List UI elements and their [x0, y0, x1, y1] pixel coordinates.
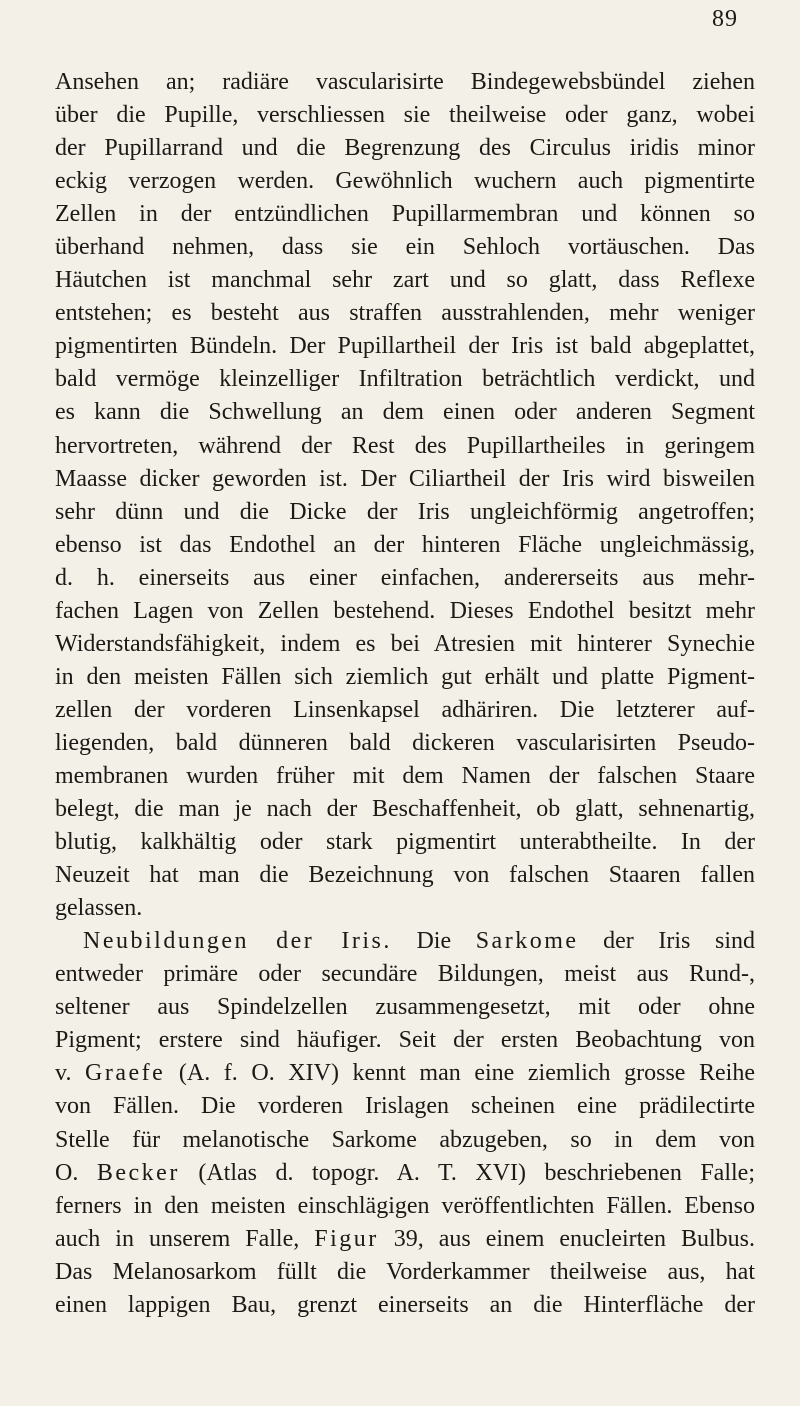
text-line: es kann die Schwellung an dem einen oder anderen Segment	[55, 399, 755, 426]
text-line: gelassen.	[55, 895, 143, 922]
text-run: der Iris sind	[578, 928, 755, 955]
text-line: überhand nehmen, dass sie ein Sehloch vortäuschen. Das	[55, 234, 755, 261]
text-line: hervortreten, während der Rest des Pupillartheiles in geringem	[55, 432, 755, 459]
text-line: fachen Lagen von Zellen bestehend. Dieses Endothel besitzt mehr	[55, 597, 755, 624]
text-line: Zellen in der entzündlichen Pupillarmembran und können so	[55, 201, 755, 228]
term-emphasis: Sarkome	[475, 928, 579, 955]
text-line: seltener aus Spindelzellen zusammengesetzt, mit oder ohne	[55, 994, 755, 1021]
text-line: Stelle für melanotische Sarkome abzugeben, so in dem von	[55, 1126, 755, 1153]
figure-reference: Figur	[314, 1225, 379, 1252]
paragraph-2	[55, 925, 755, 1322]
text-line: von Fällen. Die vorderen Irislagen scheinen eine prädilectirte	[55, 1093, 755, 1120]
text-line: ferners in den meisten einschlägigen veröffentlichten Fällen. Ebenso	[55, 1192, 755, 1219]
text-line: Maasse dicker geworden ist. Der Ciliartheil der Iris wird bisweilen	[55, 465, 755, 492]
text-line	[55, 925, 755, 958]
page-number: 89	[712, 6, 738, 32]
text-line: pigmentirten Bündeln. Der Pupillartheil der Iris ist bald abgeplattet,	[55, 333, 755, 360]
text-run: Die	[391, 928, 476, 955]
text-line: Ansehen an; radiäre vascularisirte Bindegewebsbündel ziehen	[55, 69, 755, 95]
text-line: in den meisten Fällen sich ziemlich gut erhält und platte Pigment-	[55, 663, 755, 690]
text-line: über die Pupille, verschliessen sie theilweise oder ganz, wobei	[55, 102, 755, 129]
text-line: Widerstandsfähigkeit, indem es bei Atresien mit hinterer Synechie	[55, 630, 755, 657]
paragraph-1	[55, 66, 755, 925]
text-run: O.	[55, 1159, 97, 1186]
text-line: eckig verzogen werden. Gewöhnlich wuchern auch pigmentirte	[55, 168, 755, 195]
text-line: sehr dünn und die Dicke der Iris ungleichförmig angetroffen;	[55, 498, 755, 525]
text-run: 39, aus einem enucleirten Bulbus.	[378, 1225, 755, 1252]
text-run: (Atlas d. topogr. A. T. XVI) beschriebenen Falle;	[179, 1159, 755, 1186]
text-run: auch in unserem Falle,	[55, 1225, 315, 1252]
text-line: entstehen; es besteht aus straffen ausstrahlenden, mehr weniger	[55, 300, 755, 327]
text-line	[55, 1157, 755, 1190]
text-line: Häutchen ist manchmal sehr zart und so glatt, dass Reflexe	[55, 267, 755, 294]
text-line: ebenso ist das Endothel an der hinteren Fläche ungleichmässig,	[55, 531, 755, 558]
text-line: liegenden, bald dünneren bald dickeren vascularisirten Pseudo-	[55, 729, 755, 756]
text-line: belegt, die man je nach der Beschaffenheit, ob glatt, sehnenartig,	[55, 796, 755, 823]
text-run: (A. f. O. XIV) kennt man eine ziemlich grosse Reihe	[165, 1060, 755, 1087]
text-line: membranen wurden früher mit dem Namen der falschen Staare	[55, 762, 755, 789]
text-line	[55, 1223, 755, 1256]
text-line: einen lappigen Bau, grenzt einerseits an die Hinterfläche der	[55, 1291, 755, 1318]
text-run: v.	[55, 1060, 86, 1087]
text-line: bald vermöge kleinzelliger Infiltration beträchtlich verdickt, und	[55, 366, 755, 393]
text-line: d. h. einerseits aus einer einfachen, andererseits aus mehr-	[55, 564, 755, 591]
text-line: der Pupillarrand und die Begrenzung des Circulus iridis minor	[55, 135, 755, 162]
text-line: Das Melanosarkom füllt die Vorderkammer theilweise aus, hat	[55, 1258, 755, 1285]
text-line: Pigment; erstere sind häufiger. Seit der ersten Beobachtung von	[55, 1027, 755, 1054]
author-name: Becker	[96, 1159, 180, 1186]
author-name: Graefe	[85, 1060, 166, 1087]
text-line: zellen der vorderen Linsenkapsel adhäriren. Die letzterer auf-	[55, 696, 755, 723]
body-text	[55, 66, 755, 1322]
section-heading: Neubildungen der Iris.	[83, 928, 392, 955]
text-line	[55, 1057, 755, 1090]
text-line: Neuzeit hat man die Bezeichnung von falschen Staaren fallen	[55, 862, 755, 889]
text-line: entweder primäre oder secundäre Bildungen, meist aus Rund-,	[55, 961, 755, 988]
text-line: blutig, kalkhältig oder stark pigmentirt unterabtheilte. In der	[55, 829, 755, 856]
